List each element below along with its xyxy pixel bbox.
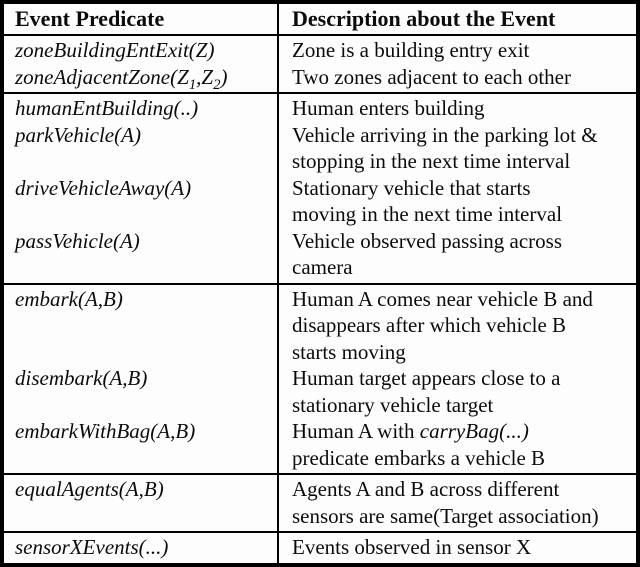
table-header-row [4, 4, 636, 36]
table-section-4 [4, 475, 636, 533]
description-cell: Two zones adjacent to each other [292, 64, 571, 89]
predicate-cell: zoneBuildingEntExit(Z) [15, 38, 215, 62]
predicate-cell: embark(A,B) [15, 286, 123, 311]
predicate-cell: disembark(A,B) [15, 366, 148, 390]
predicate-cell: parkVehicle(A) [15, 122, 141, 147]
table-section-3 [4, 285, 636, 476]
table-section-5 [4, 533, 636, 563]
table-body [4, 36, 636, 563]
predicate-cell: passVehicle(A) [15, 228, 140, 253]
predicate-cell: humanEntBuilding(..) [15, 96, 199, 120]
description-cell: Human target appears close to a stationary vehicle target [292, 366, 561, 417]
table-row [4, 228, 636, 281]
description-cell: Vehicle observed passing across camera [292, 228, 563, 279]
description-cell: Agents A and B across different sensors are same(Target association) [292, 477, 599, 528]
description-cell: Human A with carryBag(...) predicate embarks a vehicle B [292, 419, 546, 470]
column-header-description: Description about the Event [292, 6, 556, 31]
description-cell: Human A comes near vehicle B and disappears after which vehicle B starts moving [292, 286, 593, 364]
column-header-event-predicate: Event Predicate [15, 6, 165, 31]
predicate-cell: $zoneAdjacentZone(Z_1,Z_2)$ [15, 64, 228, 93]
table-section-2 [4, 94, 636, 285]
table-row [4, 534, 636, 561]
table-row [4, 476, 636, 529]
description-cell: Vehicle arriving in the parking lot & stopping in the next time interval [292, 122, 598, 173]
table-row [4, 286, 636, 366]
table-row [4, 37, 636, 64]
description-cell: Events observed in sensor X [292, 535, 532, 559]
column-divider [277, 4, 279, 563]
table-section-1 [4, 36, 636, 94]
predicate-cell: equalAgents(A,B) [15, 477, 164, 501]
predicate-cell: embarkWithBag(A,B) [15, 419, 196, 443]
table-row [4, 365, 636, 418]
predicate-cell: driveVehicleAway(A) [15, 175, 192, 200]
table-row [4, 175, 636, 228]
predicate-cell: sensorXEvents(...) [15, 535, 169, 559]
table-row [4, 64, 636, 91]
description-cell: Zone is a building entry exit [292, 38, 530, 62]
table-row [4, 95, 636, 122]
table-row [4, 122, 636, 175]
table-row [4, 418, 636, 471]
description-cell: Human enters building [292, 96, 485, 120]
description-cell: Stationary vehicle that starts moving in the next time interval [292, 175, 563, 226]
